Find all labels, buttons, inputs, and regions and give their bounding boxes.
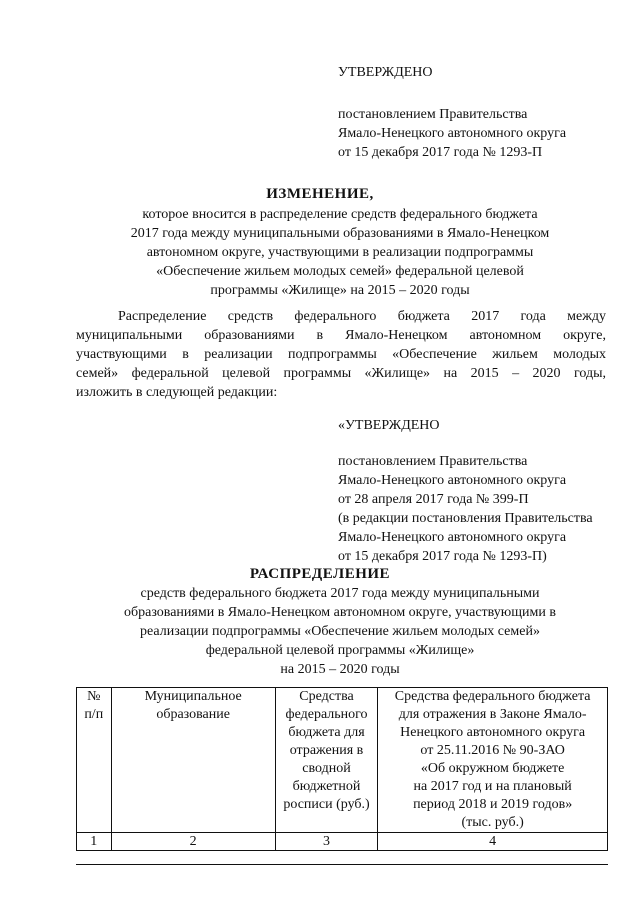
change-subtitle-line: программы «Жилище» на 2015 – 2020 годы [210, 283, 470, 298]
header-text: росписи (руб.) [283, 797, 370, 812]
approval-line: Ямало-Ненецкого автономного округа [338, 530, 567, 545]
intro-line: семей» федеральной целевой программы «Жилище» на 2015 – 2020 годы, [76, 366, 606, 381]
change-title: ИЗМЕНЕНИЕ, [266, 186, 374, 202]
header-cell-budget-law [378, 688, 608, 833]
column-number-cell: 3 [275, 833, 378, 851]
header-text: образование [156, 707, 230, 722]
header-text: для отражения в Законе Ямало- [398, 707, 587, 722]
distribution-subtitle-line: на 2015 – 2020 годы [280, 662, 400, 677]
approval-line: Ямало-Ненецкого автономного округа [338, 126, 567, 141]
header-cell-number [77, 688, 112, 833]
table-header-row [77, 688, 608, 833]
approval-block-second [338, 416, 593, 566]
distribution-subtitle-line: средств федерального бюджета 2017 года между муниципальными [140, 586, 540, 601]
distribution-subtitle-line: федеральной целевой программы «Жилище» [205, 643, 475, 658]
approval-block-top [338, 63, 566, 162]
header-text: № [87, 689, 101, 704]
change-subtitle-line: «Обеспечение жильем молодых семей» федеральной целевой [156, 264, 524, 279]
header-cell-municipality [111, 688, 275, 833]
header-text: Муниципальное [144, 689, 242, 704]
distribution-table [76, 687, 608, 851]
intro-line: изложить в следующей редакции: [76, 385, 278, 400]
intro-line: муниципальными образованиями в Ямало-Ненецком автономном округе, [76, 328, 606, 343]
approval-line: постановлением Правительства [338, 107, 528, 122]
header-text: бюджета для [288, 725, 365, 740]
column-number-cell: 4 [378, 833, 608, 851]
header-text: (тыс. руб.) [461, 815, 524, 830]
distribution-subtitle-line: образованиями в Ямало-Ненецком автономном округе, участвующими в [124, 605, 556, 620]
header-text: от 25.11.2016 № 90-ЗАО [420, 743, 565, 758]
header-text: Ненецкого автономного округа [400, 725, 586, 740]
approval-line: постановлением Правительства [338, 454, 528, 469]
column-number-cell: 1 [77, 833, 112, 851]
header-text: период 2018 и 2019 годов» [413, 797, 573, 812]
intro-paragraph [76, 307, 606, 402]
distribution-subtitle [80, 584, 600, 679]
header-text: сводной [302, 761, 351, 776]
intro-line: участвующими в реализации подпрограммы «Обеспечение жильем молодых [76, 347, 606, 362]
approval-heading: УТВЕРЖДЕНО [338, 65, 433, 80]
approval-line: от 15 декабря 2017 года № 1293-П) [338, 549, 547, 564]
header-cell-budget-rub [275, 688, 378, 833]
change-subtitle-line: автономном округе, участвующими в реализации подпрограммы [146, 245, 534, 260]
change-subtitle [80, 205, 600, 300]
distribution-title: РАСПРЕДЕЛЕНИЕ [249, 566, 391, 582]
header-text: Средства [299, 689, 354, 704]
approval-line: от 15 декабря 2017 года № 1293-П [338, 145, 543, 160]
distribution-subtitle-line: реализации подпрограммы «Обеспечение жильем молодых семей» [140, 624, 540, 639]
header-text: Средства федерального бюджета [394, 689, 591, 704]
header-text: отражения в [289, 743, 364, 758]
approval-line: Ямало-Ненецкого автономного округа [338, 473, 567, 488]
header-text: федерального [285, 707, 368, 722]
approval-heading: «УТВЕРЖДЕНО [338, 418, 440, 433]
column-number-cell: 2 [111, 833, 275, 851]
intro-line: Распределение средств федерального бюджета 2017 года между [118, 309, 606, 324]
header-text: п/п [84, 707, 104, 722]
change-subtitle-line: 2017 года между муниципальными образованиями в Ямало-Ненецком [130, 226, 550, 241]
table-column-number-row [77, 833, 608, 851]
header-text: на 2017 год и на плановый [413, 779, 572, 794]
change-subtitle-line: которое вносится в распределение средств федерального бюджета [142, 207, 538, 222]
approval-line: от 28 апреля 2017 года № 399-П [338, 492, 529, 507]
header-text: бюджетной [292, 779, 361, 794]
approval-line: (в редакции постановления Правительства [338, 511, 593, 526]
header-text: «Об окружном бюджете [420, 761, 565, 776]
table-bottom-rule [76, 864, 608, 865]
